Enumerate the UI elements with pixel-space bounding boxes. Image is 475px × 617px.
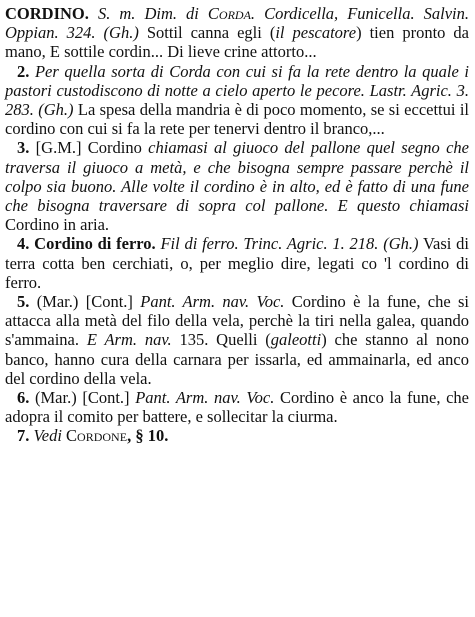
definition-text: . Cordicella, Funicella. Salvin. Oppian. 324. (Gh.) (5, 4, 469, 43)
sense-quote: La spesa della mandria è di poco momento, se si eccettui il cordino con cui si fa la rete per tenervi dentro il branco,... (5, 100, 469, 139)
sense-quote: Vasi di terra cotta ben cerchiati, o, per meglio dire, legati co 'l cordino di ferro. (5, 234, 469, 292)
sense-3 (5, 138, 469, 234)
sense-headword: Cordino di ferro. (29, 234, 156, 254)
sense-4 (5, 234, 469, 292)
cross-ref-corda: Corda (207, 4, 251, 23)
source-citation: Pant. Arm. nav. Voc. (135, 388, 275, 408)
quote-gloss: galeotti (270, 330, 322, 350)
sense-7 (5, 426, 469, 445)
sense-term: Cordino in aria. (5, 215, 110, 235)
sense-number: 4. (17, 234, 30, 254)
sense-label: (Mar.) [Cont.] (29, 388, 136, 408)
source-citation-2: E Arm. nav. (86, 330, 172, 350)
sense-5 (5, 292, 469, 388)
sense-intro: [G.M.] Cordino (29, 138, 149, 158)
sense-quote-2: 135. Quelli ( (171, 330, 271, 350)
sense-2 (5, 62, 469, 139)
quote-text-cont: ) tien pronto da mano, E sottile cordin... Di lieve crine attorto... (5, 23, 469, 62)
sense-definition: Fil di ferro. Trinc. Agric. 1. 218. (Gh.) (155, 234, 419, 254)
quote-text: Sottil canna egli ( (138, 23, 276, 43)
grammar-note: S. m. Dim. di (88, 4, 208, 23)
source-citation: Pant. Arm. nav. Voc. (140, 292, 285, 312)
quote-gloss: il pescatore (275, 23, 357, 43)
sense-number: 3. (17, 138, 30, 158)
sense-6 (5, 388, 469, 426)
sense-definition: Per quella sorta di Corda con cui si fa la rete dentro la quale i pastori custodiscono di notte a cielo aperto le pecore. Lastr. Agric. 3. 283. (Gh.) (5, 61, 469, 120)
see-also-label: Vedi (29, 426, 67, 446)
sense-number: 2. (17, 61, 30, 81)
sense-definition: chiamasi al giuoco del pallone quel segno che traversa il giuoco a metà, e che bisogna sempre passare perchè il colpo sia buono. Alle volte il cordino è in alto, ed è fatto di una fune che bisogna traversare di sopra col pallone. E questo chiamasi (5, 138, 469, 216)
sense-quote: Cordino è anco la fune, che adopra il comito per battere, e sollecitar la ciurma. (5, 388, 469, 427)
sense-quote: Cordino è la fune, che si attacca alla metà del filo della vela, perchè la tiri nella galea, quando s'ammaina. (5, 292, 469, 350)
sense-label: (Mar.) [Cont.] (29, 292, 141, 312)
entry-cordino (5, 4, 469, 62)
sense-number: 5. (17, 292, 30, 312)
headword: CORDINO. (5, 4, 89, 23)
cross-ref-cordone: Cordone (66, 426, 128, 446)
sense-number: 6. (17, 388, 30, 408)
sense-number: 7. (17, 426, 30, 446)
cross-ref-section: , § 10. (127, 426, 169, 446)
sense-quote-3: ) che stanno al nono banco, hanno cura della carnara per issarla, ed ammainarla, ed anco del cordino della vela. (5, 330, 469, 388)
